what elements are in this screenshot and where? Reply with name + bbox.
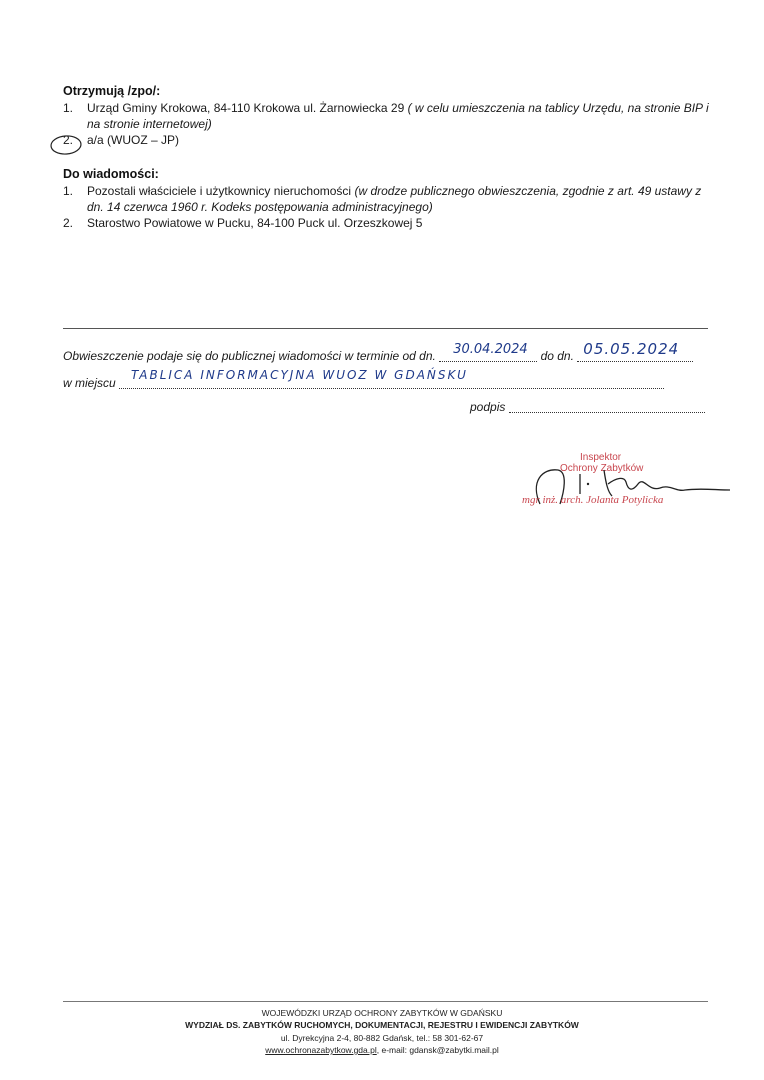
signature-line bbox=[470, 400, 705, 414]
recipients-section bbox=[63, 84, 713, 148]
stamp-title-1: Inspektor bbox=[580, 452, 622, 463]
recipient-1-note: ( w celu umieszczenia na tablicy Urzędu, na stronie BIP i na stronie internetowej) bbox=[87, 101, 709, 131]
signature-label: podpis bbox=[470, 400, 506, 414]
notice-text-2: do dn. bbox=[540, 349, 574, 363]
recipient-item-1: 1. Urząd Gminy Krokowa, 84-110 Krokowa ul. Żarnowiecka 29 ( w celu umieszczenia na tablicy Urzędu, na stronie BIP i na stronie internetowej) bbox=[63, 101, 709, 131]
date-to-field bbox=[577, 340, 693, 362]
cc-item-1: 1. Pozostali właściciele i użytkownicy nieruchomości (w drodze publicznego obwieszczenia, zgodnie z art. 49 ustawy z dn. 14 czerwca 1960 r. Kodeks postępowania administracyjnego) bbox=[63, 184, 702, 214]
date-from-handwritten: 30.04.2024 bbox=[453, 342, 528, 357]
recipients-heading: Otrzymują /zpo/: bbox=[63, 84, 161, 98]
cc-heading: Do wiadomości: bbox=[63, 167, 159, 181]
cc-section bbox=[63, 167, 713, 231]
date-from-field bbox=[439, 342, 537, 362]
footer-address: ul. Dyrekcyjna 2-4, 80-882 Gdańsk, tel.: 58 301-62-67 bbox=[280, 1033, 484, 1043]
stamp-name: mgr inż. arch. Jolanta Potylicka bbox=[522, 494, 664, 506]
recipient-2-text: a/a (WUOZ – JP) bbox=[87, 133, 180, 147]
place-field bbox=[119, 368, 664, 389]
cc-1-text: Pozostali właściciele i użytkownicy nieruchomości bbox=[87, 184, 352, 198]
signature-field bbox=[509, 400, 705, 413]
place-handwritten: TABLICA INFORMACYJNA WUOZ W GDAŃSKU bbox=[131, 368, 468, 382]
notice-place-label: w miejscu bbox=[63, 376, 116, 390]
stamp-title-2: Ochrony Zabytków bbox=[560, 463, 644, 474]
email-label: , e-mail: bbox=[376, 1045, 410, 1055]
notice-line-2 bbox=[63, 368, 703, 390]
notice-line-1 bbox=[63, 340, 743, 363]
recipient-item-2: 2. a/a (WUOZ – JP) bbox=[63, 132, 713, 148]
handwritten-circle-mark bbox=[48, 134, 84, 156]
email-address[interactable]: gdansk@zabytki.mail.pl bbox=[409, 1045, 499, 1055]
cc-1-note: (w drodze publicznego obwieszczenia, zgodnie z art. 49 ustawy z dn. 14 czerwca 1960 r. Kodeks postępowania administracyjnego) bbox=[87, 184, 702, 214]
footer-institution: WOJEWÓDZKI URZĄD OCHRONY ZABYTKÓW W GDAŃSKU bbox=[261, 1008, 503, 1018]
cc-item-2: 2. Starostwo Powiatowe w Pucku, 84-100 Puck ul. Orzeszkowej 5 bbox=[63, 215, 713, 231]
footer-department: WYDZIAŁ DS. ZABYTKÓW RUCHOMYCH, DOKUMENTACJI, REJESTRU I EWIDENCJI ZABYTKÓW bbox=[185, 1020, 579, 1030]
footer-contact bbox=[0, 1045, 764, 1055]
footer-rule bbox=[63, 1001, 708, 1002]
cc-2-text: Starostwo Powiatowe w Pucku, 84-100 Puck ul. Orzeszkowej 5 bbox=[87, 216, 423, 230]
notice-text-1: Obwieszczenie podaje się do publicznej wiadomości w terminie od dn. bbox=[63, 349, 436, 363]
separator-line bbox=[63, 328, 708, 329]
date-to-handwritten: 05.05.2024 bbox=[583, 340, 680, 358]
recipient-1-text: Urząd Gminy Krokowa, 84-110 Krokowa ul. Żarnowiecka 29 bbox=[87, 101, 405, 115]
website-link[interactable]: www.ochronazabytkow.gda.pl bbox=[265, 1045, 377, 1055]
